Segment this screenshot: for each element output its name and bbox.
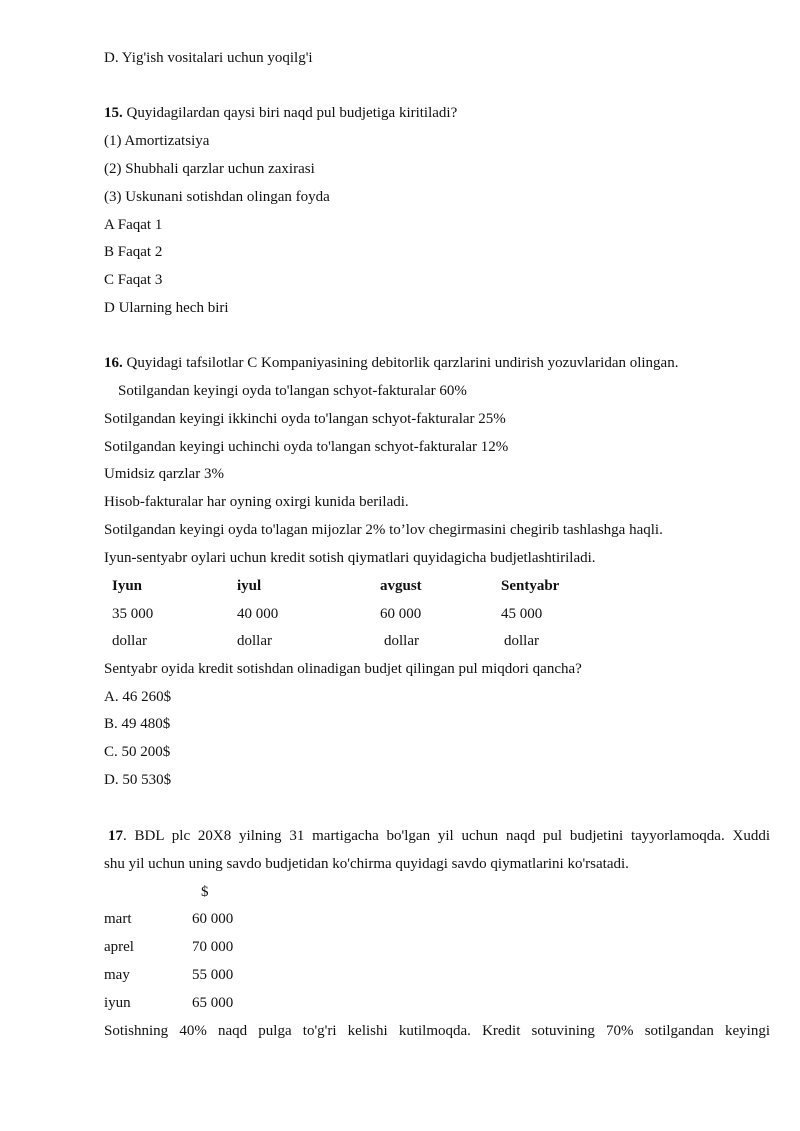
q16-detail-6: Sotilgandan keyingi oyda to'lagan mijozlar 2% to’lov chegirmasini chegirib tashlashga haqli. bbox=[104, 522, 663, 538]
q17-intro-text: . BDL plc 20X8 yilning 31 martigacha bo'lgan yil uchun naqd pul budjetini tayyorlamoqda. Xuddi bbox=[123, 828, 770, 844]
q16-table-header: avgust bbox=[380, 578, 422, 594]
q15-number: 15. bbox=[104, 105, 123, 121]
q17-value: 55 000 bbox=[192, 967, 234, 983]
q17-number: 17 bbox=[108, 828, 123, 844]
q15-question bbox=[104, 104, 457, 122]
q16-table-cell: 45 000 bbox=[501, 606, 543, 622]
q17-month: iyun bbox=[104, 995, 131, 1011]
q15-item-1: (1) Amortizatsiya bbox=[104, 133, 210, 149]
q17-last-line: Sotishning 40% naqd pulga to'g'ri kelishi kutilmoqda. Kredit sotuvining 70% sotilgandan keyingi bbox=[104, 1023, 770, 1039]
q16-table-cell: 40 000 bbox=[237, 606, 279, 622]
q16-table-cell: dollar bbox=[237, 633, 272, 649]
q16-prompt: Sentyabr oyida kredit sotishdan olinadigan budjet qilingan pul miqdori qancha? bbox=[104, 661, 582, 677]
q17-month: aprel bbox=[104, 939, 134, 955]
q15-question-text: Quyidagilardan qaysi biri naqd pul budjetiga kiritiladi? bbox=[126, 105, 458, 121]
q16-question-text: Quyidagi tafsilotlar C Kompaniyasining debitorlik qarzlarini undirish yozuvlaridan olingan. bbox=[126, 355, 679, 371]
q16-detail-5: Hisob-fakturalar har oyning oxirgi kunida beriladi. bbox=[104, 494, 409, 510]
q17-intro-line-1 bbox=[108, 827, 770, 845]
q17-month: mart bbox=[104, 911, 132, 927]
q17-intro-line-2: shu yil uchun uning savdo budjetidan ko'chirma quyidagi savdo qiymatlarini ko'rsatadi. bbox=[104, 856, 629, 872]
q17-value: 65 000 bbox=[192, 995, 234, 1011]
q15-option-c: C Faqat 3 bbox=[104, 272, 163, 288]
q15-option-b: B Faqat 2 bbox=[104, 244, 163, 260]
q16-detail-2: Sotilgandan keyingi ikkinchi oyda to'langan schyot-fakturalar 25% bbox=[104, 411, 506, 427]
q16-number: 16. bbox=[104, 355, 123, 371]
q14-option-d: D. Yig'ish vositalari uchun yoqilg'i bbox=[104, 50, 313, 66]
q16-table-cell: dollar bbox=[112, 633, 147, 649]
q17-value: 60 000 bbox=[192, 911, 234, 927]
q16-option-a: A. 46 260$ bbox=[104, 689, 172, 705]
q16-option-c: C. 50 200$ bbox=[104, 744, 171, 760]
q16-table-cell: dollar bbox=[384, 633, 419, 649]
q16-option-d: D. 50 530$ bbox=[104, 772, 172, 788]
q15-item-2: (2) Shubhali qarzlar uchun zaxirasi bbox=[104, 161, 315, 177]
q16-detail-3: Sotilgandan keyingi uchinchi oyda to'langan schyot-fakturalar 12% bbox=[104, 439, 509, 455]
q17-currency-header: $ bbox=[201, 884, 209, 900]
q15-option-a: A Faqat 1 bbox=[104, 217, 163, 233]
q16-question bbox=[104, 354, 678, 372]
q16-detail-1: Sotilgandan keyingi oyda to'langan schyot-fakturalar 60% bbox=[118, 383, 467, 399]
q16-table-cell: dollar bbox=[504, 633, 539, 649]
q16-table-header: Sentyabr bbox=[501, 578, 560, 594]
q16-option-b: B. 49 480$ bbox=[104, 716, 171, 732]
q16-table-cell: 60 000 bbox=[380, 606, 422, 622]
q17-value: 70 000 bbox=[192, 939, 234, 955]
q16-table-header: Iyun bbox=[112, 578, 143, 594]
q16-detail-7: Iyun-sentyabr oylari uchun kredit sotish qiymatlari quyidagicha budjetlashtiriladi. bbox=[104, 550, 596, 566]
q16-table-cell: 35 000 bbox=[112, 606, 154, 622]
q17-month: may bbox=[104, 967, 130, 983]
q16-table-header: iyul bbox=[237, 578, 262, 594]
q16-detail-4: Umidsiz qarzlar 3% bbox=[104, 466, 224, 482]
q15-option-d: D Ularning hech biri bbox=[104, 300, 229, 316]
q15-item-3: (3) Uskunani sotishdan olingan foyda bbox=[104, 189, 330, 205]
